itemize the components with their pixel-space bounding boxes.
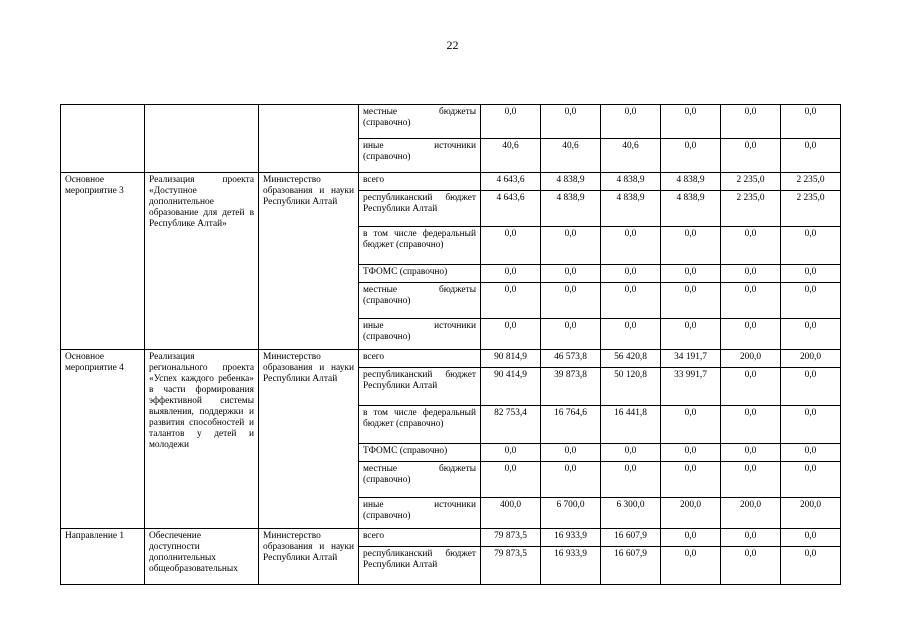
amount-cell-year-3: 6 300,0 [601,498,661,529]
executor-cell: Министерство образования и науки Республики Алтай [259,529,359,585]
funding-source-cell: в том числе федеральный бюджет (справочно) [359,406,481,444]
table-row [61,350,841,368]
table-row [61,105,841,139]
amount-cell-year-1: 0,0 [481,444,541,462]
amount-cell-year-2: 4 838,9 [541,191,601,227]
amount-cell-year-2: 40,6 [541,139,601,173]
amount-cell-year-1: 4 643,6 [481,191,541,227]
amount-cell-year-2: 4 838,9 [541,173,601,191]
amount-cell-year-5: 2 235,0 [721,173,781,191]
amount-cell-year-4: 0,0 [661,406,721,444]
amount-cell-year-3: 0,0 [601,105,661,139]
amount-cell-year-2: 39 873,8 [541,368,601,406]
amount-cell-year-6: 0,0 [781,105,841,139]
amount-cell-year-6: 0,0 [781,265,841,283]
amount-cell-year-4: 0,0 [661,227,721,265]
amount-cell-year-2: 46 573,8 [541,350,601,368]
amount-cell-year-4: 0,0 [661,139,721,173]
activity-label-cell: Направление 1 [61,529,145,585]
amount-cell-year-2: 16 933,9 [541,529,601,547]
amount-cell-year-3: 16 441,8 [601,406,661,444]
amount-cell-year-6: 0,0 [781,547,841,585]
funding-source-cell: в том числе федеральный бюджет (справочно) [359,227,481,265]
activity-description-cell: Реализация регионального проекта «Успех каждого ребенка» в части формирования эффективной системы выявления, поддержки и развития способностей и талантов у детей и молодежи [145,350,259,529]
amount-cell-year-3: 4 838,9 [601,191,661,227]
amount-cell-year-1: 79 873,5 [481,529,541,547]
amount-cell-year-1: 4 643,6 [481,173,541,191]
amount-cell-year-6: 0,0 [781,444,841,462]
amount-cell-year-1: 0,0 [481,462,541,498]
amount-cell-year-2: 16 764,6 [541,406,601,444]
amount-cell-year-5: 0,0 [721,368,781,406]
amount-cell-year-5: 0,0 [721,283,781,319]
amount-cell-year-3: 50 120,8 [601,368,661,406]
amount-cell-year-3: 16 607,9 [601,547,661,585]
funding-source-cell: местные бюджеты (справочно) [359,283,481,319]
amount-cell-year-1: 40,6 [481,139,541,173]
funding-source-cell: иные источники (справочно) [359,319,481,350]
amount-cell-year-2: 0,0 [541,444,601,462]
table-row [61,529,841,547]
executor-cell: Министерство образования и науки Республики Алтай [259,173,359,350]
amount-cell-year-1: 79 873,5 [481,547,541,585]
funding-source-cell: ТФОМС (справочно) [359,265,481,283]
activity-label-cell [61,105,145,173]
amount-cell-year-1: 0,0 [481,265,541,283]
amount-cell-year-4: 0,0 [661,265,721,283]
amount-cell-year-5: 0,0 [721,547,781,585]
amount-cell-year-4: 4 838,9 [661,191,721,227]
amount-cell-year-6: 0,0 [781,406,841,444]
amount-cell-year-5: 2 235,0 [721,191,781,227]
funding-source-cell: республиканский бюджет Республики Алтай [359,368,481,406]
amount-cell-year-5: 200,0 [721,350,781,368]
amount-cell-year-5: 0,0 [721,139,781,173]
amount-cell-year-1: 0,0 [481,105,541,139]
funding-source-cell: ТФОМС (справочно) [359,444,481,462]
activity-description-cell: Обеспечение доступности дополнительных общеобразовательных [145,529,259,585]
amount-cell-year-1: 0,0 [481,283,541,319]
amount-cell-year-3: 40,6 [601,139,661,173]
amount-cell-year-3: 16 607,9 [601,529,661,547]
amount-cell-year-6: 2 235,0 [781,191,841,227]
amount-cell-year-2: 0,0 [541,265,601,283]
amount-cell-year-4: 4 838,9 [661,173,721,191]
amount-cell-year-3: 0,0 [601,283,661,319]
amount-cell-year-5: 0,0 [721,529,781,547]
funding-source-cell: республиканский бюджет Республики Алтай [359,547,481,585]
amount-cell-year-5: 0,0 [721,406,781,444]
amount-cell-year-5: 200,0 [721,498,781,529]
amount-cell-year-4: 0,0 [661,283,721,319]
amount-cell-year-2: 16 933,9 [541,547,601,585]
page-number: 22 [446,38,459,52]
amount-cell-year-1: 0,0 [481,227,541,265]
executor-cell [259,105,359,173]
amount-cell-year-5: 0,0 [721,444,781,462]
amount-cell-year-4: 0,0 [661,105,721,139]
amount-cell-year-4: 0,0 [661,529,721,547]
amount-cell-year-3: 0,0 [601,227,661,265]
amount-cell-year-5: 0,0 [721,105,781,139]
executor-cell: Министерство образования и науки Республики Алтай [259,350,359,529]
amount-cell-year-5: 0,0 [721,227,781,265]
amount-cell-year-1: 400,0 [481,498,541,529]
funding-source-cell: всего [359,350,481,368]
funding-source-cell: местные бюджеты (справочно) [359,105,481,139]
amount-cell-year-3: 0,0 [601,462,661,498]
amount-cell-year-1: 90 414,9 [481,368,541,406]
amount-cell-year-6: 200,0 [781,350,841,368]
funding-source-cell: местные бюджеты (справочно) [359,462,481,498]
amount-cell-year-6: 0,0 [781,462,841,498]
amount-cell-year-5: 0,0 [721,265,781,283]
funding-source-cell: иные источники (справочно) [359,139,481,173]
amount-cell-year-1: 90 814,9 [481,350,541,368]
activity-description-cell [145,105,259,173]
activity-label-cell: Основное мероприятие 4 [61,350,145,529]
amount-cell-year-2: 0,0 [541,105,601,139]
amount-cell-year-2: 6 700,0 [541,498,601,529]
amount-cell-year-4: 33 991,7 [661,368,721,406]
amount-cell-year-1: 82 753,4 [481,406,541,444]
amount-cell-year-3: 0,0 [601,319,661,350]
amount-cell-year-6: 0,0 [781,319,841,350]
amount-cell-year-2: 0,0 [541,462,601,498]
amount-cell-year-5: 0,0 [721,319,781,350]
amount-cell-year-1: 0,0 [481,319,541,350]
amount-cell-year-5: 0,0 [721,462,781,498]
amount-cell-year-6: 0,0 [781,368,841,406]
activity-description-cell: Реализация проекта «Доступное дополнительное образование для детей в Республике Алтай» [145,173,259,350]
amount-cell-year-6: 0,0 [781,529,841,547]
amount-cell-year-4: 200,0 [661,498,721,529]
amount-cell-year-6: 200,0 [781,498,841,529]
funding-source-cell: всего [359,173,481,191]
amount-cell-year-3: 0,0 [601,265,661,283]
funding-table [60,104,841,585]
amount-cell-year-2: 0,0 [541,227,601,265]
table-body [61,105,841,585]
funding-source-cell: республиканский бюджет Республики Алтай [359,191,481,227]
amount-cell-year-6: 0,0 [781,283,841,319]
amount-cell-year-4: 34 191,7 [661,350,721,368]
amount-cell-year-4: 0,0 [661,319,721,350]
amount-cell-year-3: 4 838,9 [601,173,661,191]
amount-cell-year-4: 0,0 [661,462,721,498]
amount-cell-year-2: 0,0 [541,319,601,350]
amount-cell-year-4: 0,0 [661,444,721,462]
table-row [61,173,841,191]
amount-cell-year-6: 0,0 [781,227,841,265]
amount-cell-year-2: 0,0 [541,283,601,319]
amount-cell-year-6: 2 235,0 [781,173,841,191]
amount-cell-year-6: 0,0 [781,139,841,173]
amount-cell-year-4: 0,0 [661,547,721,585]
funding-source-cell: иные источники (справочно) [359,498,481,529]
amount-cell-year-3: 0,0 [601,444,661,462]
funding-source-cell: всего [359,529,481,547]
amount-cell-year-3: 56 420,8 [601,350,661,368]
activity-label-cell: Основное мероприятие 3 [61,173,145,350]
